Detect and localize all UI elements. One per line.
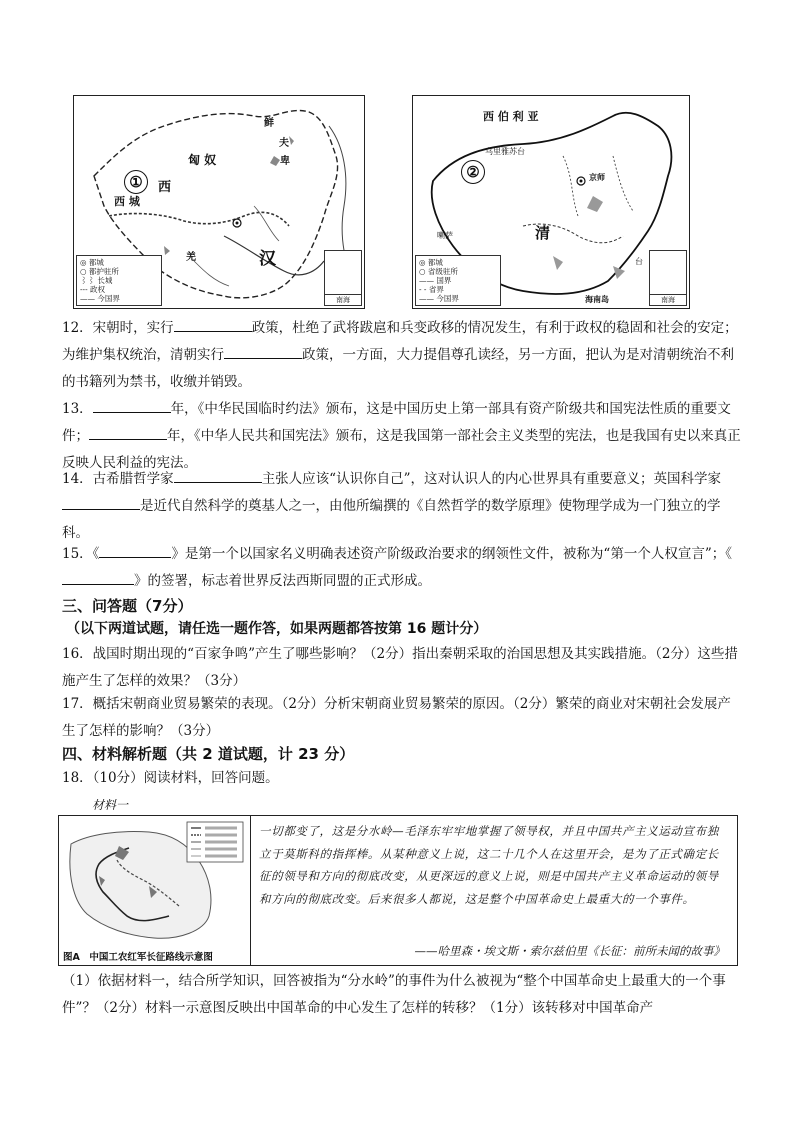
map2-label-siberia: 西 伯 利 亚 [483,110,539,123]
map2-label-wuliyasutai: 乌里雅苏台 [485,147,525,156]
map2-label-hainan: 海南岛 [585,294,609,304]
q15-text-b: 》是第一个以国家名义明确表述资产阶级政治要求的纲领性文件，被称为“第一个人权宣言”；《 [171,546,732,562]
q13-text-a: 13． [62,401,93,417]
map1-label-xianbei-1: 鲜 [264,118,274,129]
question-15 [62,541,742,595]
q15-blank-2[interactable] [62,569,134,585]
map1-label-xiyu: 西 城 [114,195,140,208]
question-18: 18．（10分）阅读材料，回答问题。 [62,770,279,786]
question-17: 17．概括宋朝商业贸易繁荣的表现。（2分）分析宋朝商业贸易繁荣的原因。（2分）繁荣的商业对宋朝社会发展产生了怎样的影响？（3分） [62,696,731,739]
map1-legend [76,255,162,306]
long-march-map-drawing [59,816,249,946]
legend-capital: ◎ 都城 [419,258,443,267]
q13-blank-2[interactable] [89,424,167,440]
question-16: 16．战国时期出现的“百家争鸣”产生了哪些影响？（2分）指出秦朝采取的治国思想及其实践措施。（2分）这些措施产生了怎样的效果？（3分） [62,646,738,689]
q14-text-c: 是近代自然科学的奠基人之一，由他所编撰的《自然哲学的数学原理》使物理学成为一门独立的学科。 [62,498,721,541]
inset-caption: 南海 [650,294,686,305]
map2-south-sea-inset [649,250,687,306]
q12-text-c: 政策，一方面，大力提倡尊孔读经，另一方面，把认为是对清朝统治不利的书籍列为禁书，收缴并销毁。 [62,347,734,390]
map-number-2: ② [461,160,485,184]
map-number-1: ① [124,170,148,194]
q12-blank-1[interactable] [174,316,252,332]
map2-legend [415,255,501,306]
legend-provincial-border: - - 省界 [419,285,444,294]
section-3-title: 三、问答题（7分） [62,597,193,615]
map1-label-xianbei-2: 卑 [280,156,290,167]
q15-text-c: 》的签署，标志着世界反法西斯同盟的正式形成。 [134,573,431,589]
legend-modern-border: —— 今国界 [419,294,459,303]
map1-label-han: 汉 [259,249,276,269]
q13-text-c: 年，《中华人民共和国宪法》颁布，这是我国第一部社会主义类型的宪法，也是我国有史以来真正反映人民利益的宪法。 [62,428,741,471]
map1-label-qiang: 羌 [186,252,196,263]
long-march-map-caption: 图A 中国工农红军长征路线示意图 [63,952,213,963]
section-3-note: （以下两道试题，请任选一题作答，如果两题都答按第 16 题计分） [66,621,488,637]
legend-national-border: —— 国界 [419,276,452,285]
q12-text-a: 12．宋朝时，实行 [62,320,174,336]
q14-blank-2[interactable] [62,494,140,510]
q13-text-b: 年，《中华民国临时约法》颁布，这是中国历史上第一部具有资产阶级共和国宪法性质的重要文件； [62,401,731,444]
q13-blank-1[interactable] [93,397,171,413]
q14-blank-1[interactable] [174,467,262,483]
legend-garrison: ○ 都护驻所 [80,267,119,276]
map2-label-taiwan: 台 [635,257,643,266]
legend-border: --- 政权 [80,285,105,294]
map1-label-xi: 西 [158,180,172,195]
question-12 [62,315,742,396]
q15-blank-1[interactable] [99,542,171,558]
legend-great-wall: ⌇⌇ 长城 [80,276,113,285]
question-18-1: （1）依据材料一，结合所学知识，回答被指为“分水岭”的事件为什么被视为“整个中国革命史上最重大的一个事件”？（2分）材料一示意图反映出中国革命的中心发生了怎样的转移？（1分）该转移对中国革命产 [62,973,726,1016]
q15-text-a: 15．《 [62,546,100,562]
q12-blank-2[interactable] [224,343,302,359]
map2-label-qing: 清 [535,224,551,242]
inset-caption: 南海 [325,294,361,305]
qing-dynasty-map [412,95,690,309]
section-4-title: 四、材料解析题（共 2 道试题，计 23 分） [62,745,355,763]
han-dynasty-map [73,95,365,309]
legend-provincial-seat: ○ 省级驻所 [419,267,458,276]
material-1-quote: 一切都变了，这是分水岭—毛泽东牢牢地掌握了领导权，并且中国共产主义运动宣布独立于莫斯科的指挥棒。从某种意义上说，这二十几个人在这里开会，是为了正式确定长征的领导和方向的彻底改变，从更深远的意义上说，则是中国共产主义革命运动的领导和方向的彻底改变。后来很多人都说，这是整个中国革命史上最重大的一个事件。 [259,824,719,906]
map2-label-lhasa: 喇萨 [437,231,453,240]
map1-label-fu: 夫 [279,138,289,149]
q14-text-a: 14．古希腊哲学家 [62,471,174,487]
long-march-map [59,816,251,965]
material-1-label: 材料一 [92,798,129,812]
map1-south-sea-inset [324,250,362,306]
map2-label-jingshi: 京师 [589,172,605,182]
map1-label-xiongnu: 匈 奴 [188,153,217,167]
question-13 [62,396,742,477]
legend-capital: ◎ 都城 [80,258,104,267]
q14-text-b: 主张人应该“认识你自己”，这对认识人的内心世界具有重要意义；英国科学家 [261,471,721,487]
legend-modern-border: —— 今国界 [80,294,120,303]
material-1-source: ——哈里森・埃文斯・索尔兹伯里《长征：前所未闻的故事》 [414,944,725,958]
material-1-box [58,815,738,966]
question-14 [62,466,742,547]
q12-text-b: 政策，杜绝了武将跋扈和兵变政移的情况发生，有利于政权的稳固和社会的安定；为维护集权统治，清朝实行 [62,320,738,363]
